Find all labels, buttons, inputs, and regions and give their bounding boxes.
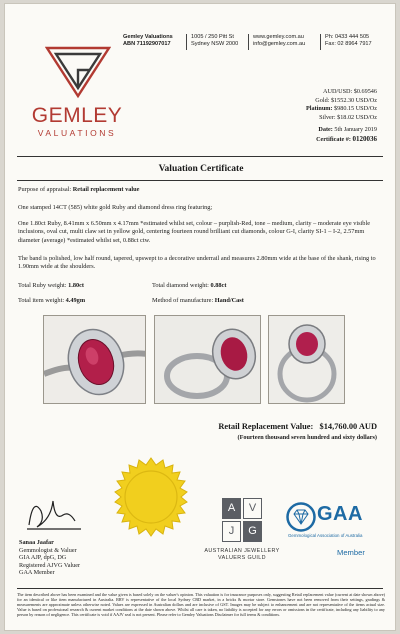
title-rule xyxy=(17,180,383,181)
disclaimer-rule xyxy=(17,588,383,589)
purpose-line: Purpose of appraisal: Retail replacement value xyxy=(18,186,140,193)
ajvg-letter: J xyxy=(222,521,241,542)
ring-photo-side xyxy=(154,315,261,404)
signatory-title: Gemmologist & Valuer xyxy=(19,546,77,554)
gaa-wordmark: GAA xyxy=(317,503,363,525)
ring-photo-top xyxy=(43,315,146,404)
gaa-member-label: Member xyxy=(337,548,365,557)
retail-value: Retail Replacement Value: $14,760.00 AUD xyxy=(218,422,377,431)
website-link[interactable]: www.gemley.com.au xyxy=(253,34,304,40)
disclaimer-text: The item described above has been examined and the value given is based solely on the valuer's opinion. This valuation is for insurance purposes only, suggesting Retail replacement value (current at date shown above) for an identical or like item manufactured in Australia. RRV is representative of the local Sydney CBD market, in a bricks & mortar store. Gemstones have not been removed from their settings, gradings & measurements are approximate unless otherwise noted. Values are expressed in Australian dollars and are inclusive of GST. Images may be subject to enhancement and are not representative of the items actual size. Value is based on professional research & current market conditions at the date shown above. Whilst all care is taken, no liability is accepted for any errors or omissions in the certificate, including any liability to any person by reason of negligence. This certificate is void if AAJV seal is not present. Please refer to Gemley Valuations Disclaimer for full terms & conditions. xyxy=(17,592,385,617)
aud-usd-rate: AUD/USD: $0.69546 xyxy=(323,88,377,95)
band-description: The band is polished, low half round, tapered, upswept to a decorative underrail and measures 2.80mm wide at the base of the shank, rising to 1.90mm wide at the shoulders. xyxy=(18,255,376,271)
phone-number: Ph: 0433 444 505 xyxy=(325,34,370,40)
platinum-rate: Platinum: $980.15 USD/Oz xyxy=(306,105,377,113)
logo-subtitle: VALUATIONS xyxy=(37,128,117,138)
manufacture-method: Method of manufacture: Hand/Cast xyxy=(152,297,244,304)
gaa-diamond-icon xyxy=(286,502,316,532)
silver-rate: Silver: $18.02 USD/Oz xyxy=(319,113,377,121)
header-divider xyxy=(248,34,249,50)
stone-description: One 1.80ct Ruby, 8.41mm x 6.50mm x 4.17mm *estimated whilst set, colour – purplish-Red, tone – medium, clarity – moderate eye visible inclusions, oval cut, multi claw set in yellow gold, centering fourteen round brilliant cut diamonds, colour G-I, clarity SI-1 – I-2, 2.57mm diameter (average) *estimated whilst set, 0.88ct ctw. xyxy=(18,220,370,244)
ajvg-caption: AUSTRALIAN JEWELLERY VALUERS GUILD xyxy=(204,548,280,561)
signatory-quals: GIA AJP, dpG, DG xyxy=(19,554,67,562)
signature-icon xyxy=(23,491,85,537)
address-line-1: 1005 / 250 Pitt St xyxy=(191,34,234,40)
top-rule xyxy=(17,156,383,157)
item-weight: Total item weight: 4.49gm xyxy=(18,297,86,304)
ajvg-logo xyxy=(222,498,262,542)
header-divider xyxy=(186,34,187,50)
company-abn: ABN 71192907017 xyxy=(123,41,171,48)
retail-value-words: (Fourteen thousand seven hundred and sixty dollars) xyxy=(237,434,377,441)
logo-wordmark: GEMLEY xyxy=(31,104,123,127)
header-divider xyxy=(320,34,321,50)
rates-block xyxy=(267,88,377,145)
signatory-ajvg: Registered AJVG Valuer xyxy=(19,561,81,569)
address-line-2: Sydney NSW 2000 xyxy=(191,41,239,48)
web-block xyxy=(253,34,305,49)
company-block xyxy=(123,34,173,49)
signatory-gaa: GAA Member xyxy=(19,569,55,577)
signatory-name: Sanaa Jaafar xyxy=(19,539,54,546)
certificate-number: Certificate #: 0120036 xyxy=(316,134,377,143)
ajvg-letter: G xyxy=(243,521,262,542)
certificate-date: Date: 5th January 2019 xyxy=(318,126,377,134)
gemley-gem-logo-icon xyxy=(45,44,111,100)
ruby-weight: Total Ruby weight: 1.80ct xyxy=(18,282,85,289)
item-line: One stamped 14CT (585) white gold Ruby and diamond dress ring featuring; xyxy=(18,204,213,211)
ajvg-letter: A xyxy=(222,498,241,519)
address-block xyxy=(191,34,238,49)
certificate-page xyxy=(4,3,396,631)
ring-photo-front xyxy=(268,315,345,404)
ajvg-letter: V xyxy=(243,498,262,519)
email-link[interactable]: info@gemley.com.au xyxy=(253,41,306,48)
gold-rate: Gold: $1552.30 USD/Oz xyxy=(315,96,377,104)
company-name: Gemley Valuations xyxy=(123,34,173,40)
gaa-full-name: Gemmological Association of Australia xyxy=(288,533,363,538)
signatory-block xyxy=(19,539,80,577)
fax-number: Fax: 02 8964 7917 xyxy=(325,41,372,48)
diamond-weight: Total diamond weight: 0.88ct xyxy=(152,282,227,289)
gold-seal-icon xyxy=(109,455,193,539)
certificate-title: Valuation Certificate xyxy=(158,164,244,174)
phone-block xyxy=(325,34,372,49)
